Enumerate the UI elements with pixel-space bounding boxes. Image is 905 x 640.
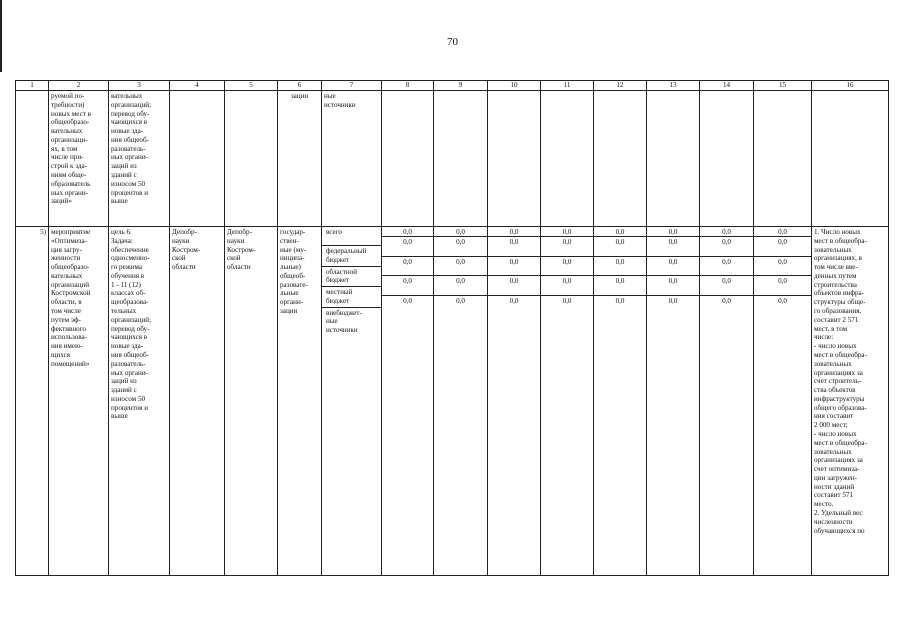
text-line: Костромской bbox=[51, 289, 91, 298]
funding-source-line: бюджет bbox=[326, 276, 350, 285]
header-cell-7: 7 bbox=[322, 81, 382, 91]
text-line: денных путем bbox=[814, 271, 857, 280]
cont-cell-14 bbox=[700, 91, 754, 227]
text-line: процентов и bbox=[111, 403, 149, 412]
row5-coexecutor bbox=[225, 227, 278, 576]
text-line: разователь- bbox=[111, 359, 146, 368]
cont-cell-10 bbox=[488, 91, 541, 227]
value-cell: 0,0 bbox=[700, 276, 753, 296]
text-line: го образования, bbox=[814, 307, 862, 316]
row5-values-col-15 bbox=[754, 227, 812, 576]
header-cell-1: 1 bbox=[16, 81, 49, 91]
program-table bbox=[15, 80, 889, 576]
text-line: мест, в том bbox=[814, 324, 848, 333]
header-cell-9: 9 bbox=[434, 81, 488, 91]
text-line: зовательных bbox=[814, 447, 852, 456]
text-line: общеоб- bbox=[280, 271, 306, 280]
funding-source-4 bbox=[322, 308, 381, 335]
text-line: строительства bbox=[814, 280, 857, 289]
text-line: зданий с bbox=[111, 386, 137, 395]
header-cell-15: 15 bbox=[754, 81, 812, 91]
text-line: льные) bbox=[280, 263, 301, 272]
header-cell-11: 11 bbox=[541, 81, 594, 91]
value-cell: 0,0 bbox=[594, 237, 646, 257]
text-line: новых мест в bbox=[51, 109, 91, 118]
header-row bbox=[16, 81, 889, 91]
text-line: ные (му- bbox=[280, 245, 307, 254]
cont-cell-15 bbox=[754, 91, 812, 227]
funding-source-line: источники bbox=[326, 326, 358, 335]
row5-values-col-11 bbox=[541, 227, 594, 576]
text-line: ской bbox=[172, 254, 186, 263]
value-cell: 0,0 bbox=[434, 227, 487, 237]
funding-source-line: местный bbox=[326, 288, 353, 296]
funding-source-line: ные bbox=[326, 317, 338, 326]
text-line: Задача: bbox=[111, 236, 133, 245]
header-cell-2: 2 bbox=[49, 81, 109, 91]
text-line: вательных bbox=[51, 271, 83, 280]
value-cell: 0,0 bbox=[541, 227, 593, 237]
value-cell: 0,0 bbox=[541, 257, 593, 277]
header-cell-8: 8 bbox=[382, 81, 434, 91]
text-line: организациях за bbox=[814, 368, 863, 377]
row5-values-col-9 bbox=[434, 227, 488, 576]
cont-text-6 bbox=[280, 92, 319, 101]
funding-source-line: всего bbox=[326, 228, 342, 236]
cont-cell-6 bbox=[278, 91, 322, 227]
row5-participants-text bbox=[280, 228, 319, 316]
value-cell: 0,0 bbox=[700, 237, 753, 257]
text-line: перевод обу- bbox=[111, 324, 150, 333]
text-line: процентов и bbox=[111, 188, 149, 197]
value-cell: 0,0 bbox=[647, 257, 699, 277]
text-line: области bbox=[227, 263, 251, 272]
funding-source-line: бюджет bbox=[326, 296, 350, 305]
text-line: обучающихся по bbox=[814, 526, 865, 535]
funding-source-line: федеральный bbox=[326, 247, 367, 255]
value-cell: 0,0 bbox=[434, 237, 487, 257]
value-cell: 0,0 bbox=[382, 257, 433, 277]
header-cell-14: 14 bbox=[700, 81, 754, 91]
text-line: составит 571 bbox=[814, 491, 854, 500]
text-line: Костром- bbox=[172, 245, 201, 254]
value-cell: 0,0 bbox=[562, 296, 572, 305]
text-line: льные bbox=[280, 289, 299, 298]
text-line: односменно- bbox=[111, 254, 150, 263]
text-line: ных органи- bbox=[51, 188, 88, 197]
row5-activity-text bbox=[51, 228, 106, 369]
text-line: счет строитель- bbox=[814, 377, 862, 386]
text-line: общеобразо- bbox=[51, 118, 90, 127]
text-line: разователь- bbox=[111, 144, 146, 153]
funding-source-line: областной bbox=[326, 267, 358, 276]
funding-source-line: внебюджет- bbox=[326, 308, 362, 317]
cont-text-2 bbox=[51, 92, 106, 206]
text-line: вательных bbox=[51, 127, 83, 136]
text-line: ства объектов bbox=[814, 386, 856, 395]
text-line: науки bbox=[172, 236, 190, 245]
text-line: щеобразова- bbox=[111, 298, 149, 307]
text-line: числе при- bbox=[51, 153, 84, 162]
text-line: требности) bbox=[51, 100, 85, 109]
text-line: 2. Удельный вес bbox=[814, 509, 863, 517]
text-line: разовате- bbox=[280, 280, 308, 289]
text-line: зации bbox=[280, 307, 298, 316]
row5-activity-name bbox=[49, 227, 109, 576]
text-line: Депобр- bbox=[227, 228, 252, 236]
text-line: тельных bbox=[111, 307, 137, 316]
value-cell: 0,0 bbox=[754, 227, 811, 237]
value-cell: 0,0 bbox=[488, 237, 540, 257]
row5-values-col-10 bbox=[488, 227, 541, 576]
text-line: ниципа- bbox=[280, 254, 305, 263]
text-line: классах об- bbox=[111, 289, 146, 298]
cont-cell-8 bbox=[382, 91, 434, 227]
cont-cell-4 bbox=[170, 91, 225, 227]
value-cell: 0,0 bbox=[668, 296, 678, 305]
page-number: 70 bbox=[447, 36, 458, 48]
value-cell: 0,0 bbox=[382, 237, 433, 257]
value-cell: 0,0 bbox=[647, 227, 699, 237]
text-line: зовательных bbox=[814, 359, 852, 368]
text-line: мест в общеобра- bbox=[814, 236, 867, 245]
text-line: мест в общеобра- bbox=[814, 438, 867, 447]
text-line: организаций; bbox=[111, 315, 152, 324]
row5-number: 5) bbox=[16, 227, 49, 576]
value-cell: 0,0 bbox=[647, 276, 699, 296]
text-line: том числе вве- bbox=[814, 263, 858, 272]
funding-source-0 bbox=[322, 227, 381, 246]
text-line: чающихся в bbox=[111, 118, 148, 127]
value-cell: 0,0 bbox=[778, 296, 787, 305]
cont-cell-7 bbox=[322, 91, 382, 227]
text-line: обеспечение bbox=[111, 245, 149, 254]
value-cell: 0,0 bbox=[488, 276, 540, 296]
text-line: численности bbox=[814, 517, 853, 526]
text-line: строй к зда- bbox=[51, 162, 88, 171]
value-cell: 0,0 bbox=[382, 227, 433, 237]
text-line: заций из bbox=[111, 377, 137, 386]
header-cell-6: 6 bbox=[278, 81, 322, 91]
text-line: организациях, в bbox=[814, 254, 862, 263]
value-cell: 0,0 bbox=[594, 257, 646, 277]
text-line: ных органи- bbox=[111, 368, 148, 377]
value-cell: 0,0 bbox=[594, 227, 646, 237]
text-line: источники bbox=[324, 100, 356, 109]
value-cell: 0,0 bbox=[488, 227, 540, 237]
text-line: щихся bbox=[51, 350, 71, 359]
header-cell-3: 3 bbox=[109, 81, 170, 91]
value-cell: 0,0 bbox=[509, 296, 519, 305]
text-line: зации bbox=[290, 92, 309, 100]
text-line: организаций; bbox=[111, 100, 152, 109]
value-cell: 0,0 bbox=[754, 276, 811, 296]
text-line: место. bbox=[814, 500, 834, 509]
text-line: ях, в том bbox=[51, 144, 78, 153]
text-line: том числе bbox=[51, 307, 81, 316]
text-line: ния общеоб- bbox=[111, 135, 149, 144]
row5-indicators bbox=[812, 227, 889, 576]
text-line: ния общеоб- bbox=[111, 350, 149, 359]
text-line: износом 50 bbox=[111, 179, 146, 188]
value-cell: 0,0 bbox=[615, 296, 625, 305]
text-line: руемой по- bbox=[51, 92, 85, 100]
cont-cell-12 bbox=[594, 91, 647, 227]
text-line: чающихся в bbox=[111, 333, 148, 342]
text-line: ности зданий bbox=[814, 482, 855, 491]
cont-cell-13 bbox=[647, 91, 700, 227]
cont-text-3 bbox=[111, 92, 167, 206]
text-line: организаци- bbox=[51, 135, 88, 144]
value-cell: 0,0 bbox=[722, 296, 731, 305]
row5-indicators-text bbox=[814, 228, 886, 535]
text-line: мероприятие bbox=[51, 228, 91, 236]
text-line: Депобр- bbox=[172, 228, 197, 236]
text-line: области bbox=[172, 263, 196, 272]
text-line: ниям обще- bbox=[51, 171, 87, 180]
text-line: общеобразо- bbox=[51, 263, 90, 272]
header-cell-10: 10 bbox=[488, 81, 541, 91]
text-line: науки bbox=[227, 236, 245, 245]
header-cell-16: 16 bbox=[812, 81, 889, 91]
text-line: выше bbox=[111, 197, 128, 206]
text-line: ные bbox=[324, 92, 336, 100]
text-line: перевод обу- bbox=[111, 109, 150, 118]
text-line: - число новых bbox=[814, 429, 857, 438]
funding-source-2 bbox=[322, 267, 381, 288]
text-line: ных органи- bbox=[111, 153, 148, 162]
text-line: помещений» bbox=[51, 359, 90, 368]
funding-source-1 bbox=[322, 246, 381, 267]
cont-cell-3 bbox=[109, 91, 170, 227]
text-line: инфраструктуры bbox=[814, 394, 865, 403]
value-cell: 0,0 bbox=[434, 257, 487, 277]
text-line: путем эф- bbox=[51, 315, 81, 324]
row-5-activity bbox=[16, 227, 889, 576]
row5-coexecutor-text bbox=[227, 228, 275, 272]
funding-source-line: бюджет bbox=[326, 255, 350, 264]
text-line: ствен- bbox=[280, 236, 299, 245]
text-line: ции загружен- bbox=[814, 473, 858, 482]
value-cell: 0,0 bbox=[754, 237, 811, 257]
cont-cell-9 bbox=[434, 91, 488, 227]
row5-values-col-14 bbox=[700, 227, 754, 576]
text-line: государ- bbox=[280, 228, 306, 236]
text-line: ской bbox=[227, 254, 241, 263]
text-line: заций» bbox=[51, 197, 72, 206]
text-line: структуры обще- bbox=[814, 298, 866, 307]
header-cell-5: 5 bbox=[225, 81, 278, 91]
value-cell: 0,0 bbox=[700, 227, 753, 237]
value-cell: 0,0 bbox=[434, 276, 487, 296]
row5-values-col-12 bbox=[594, 227, 647, 576]
text-line: организаций bbox=[51, 280, 90, 289]
text-line: объектов инфра- bbox=[814, 289, 865, 298]
text-line: женности bbox=[51, 254, 81, 263]
cont-cell-1 bbox=[16, 91, 49, 227]
text-line: 1 - 11 (12) bbox=[111, 280, 141, 289]
value-cell: 0,0 bbox=[700, 257, 753, 277]
text-line: - число новых bbox=[814, 342, 857, 351]
value-cell: 0,0 bbox=[382, 276, 433, 296]
value-cell: 0,0 bbox=[403, 296, 412, 305]
text-line: фективного bbox=[51, 324, 86, 333]
text-line: новые зда- bbox=[111, 127, 144, 136]
row5-executor bbox=[170, 227, 225, 576]
row5-values-col-8 bbox=[382, 227, 434, 576]
value-cell: 0,0 bbox=[647, 237, 699, 257]
text-line: мест в общеобра- bbox=[814, 350, 867, 359]
text-line: Костром- bbox=[227, 245, 256, 254]
value-cell: 0,0 bbox=[488, 257, 540, 277]
text-line: ния составит bbox=[814, 412, 854, 421]
text-line: ния имею- bbox=[51, 342, 83, 351]
value-cell: 0,0 bbox=[541, 276, 593, 296]
text-line: выше bbox=[111, 412, 128, 421]
text-line: зовательных bbox=[814, 245, 852, 254]
text-line: зданий с bbox=[111, 171, 137, 180]
text-line: обучения в bbox=[111, 271, 145, 280]
header-cell-4: 4 bbox=[170, 81, 225, 91]
text-line: новые зда- bbox=[111, 342, 144, 351]
text-line: области, в bbox=[51, 298, 82, 307]
text-line: счет оптимиза- bbox=[814, 465, 860, 474]
header-cell-13: 13 bbox=[647, 81, 700, 91]
text-line: образователь bbox=[51, 179, 91, 188]
text-line: 2 000 мест; bbox=[814, 421, 848, 430]
text-line: составит 2 571 bbox=[814, 315, 859, 324]
row5-executor-text bbox=[172, 228, 222, 272]
text-line: заций из bbox=[111, 162, 137, 171]
value-cell: 0,0 bbox=[754, 257, 811, 277]
value-cell: 0,0 bbox=[594, 276, 646, 296]
text-line: использова- bbox=[51, 333, 88, 342]
value-cell: 0,0 bbox=[456, 296, 465, 305]
header-cell-12: 12 bbox=[594, 81, 647, 91]
cont-cell-2 bbox=[49, 91, 109, 227]
row5-participants bbox=[278, 227, 322, 576]
text-line: организациях за bbox=[814, 456, 863, 465]
text-line: 1. Число новых bbox=[814, 228, 861, 236]
text-line: вательных bbox=[111, 92, 143, 100]
row5-goal bbox=[109, 227, 170, 576]
funding-source-3 bbox=[322, 287, 381, 308]
value-cell: 0,0 bbox=[541, 237, 593, 257]
row5-goal-text bbox=[111, 228, 167, 421]
text-line: износом 50 bbox=[111, 394, 146, 403]
text-line: цель 6. bbox=[111, 228, 132, 236]
cont-cell-16 bbox=[812, 91, 889, 227]
text-line: го режима bbox=[111, 263, 143, 272]
row5-values-col-13 bbox=[647, 227, 700, 576]
cont-cell-5 bbox=[225, 91, 278, 227]
cont-cell-11 bbox=[541, 91, 594, 227]
cont-text-7 bbox=[324, 92, 379, 110]
text-line: ция загру- bbox=[51, 245, 82, 254]
continuation-row bbox=[16, 91, 889, 227]
text-line: числе: bbox=[814, 333, 834, 342]
text-line: органи- bbox=[280, 298, 304, 307]
row5-funding-sources bbox=[322, 227, 382, 576]
text-line: общего образова- bbox=[814, 403, 867, 412]
text-line: «Оптимиза- bbox=[51, 236, 87, 245]
